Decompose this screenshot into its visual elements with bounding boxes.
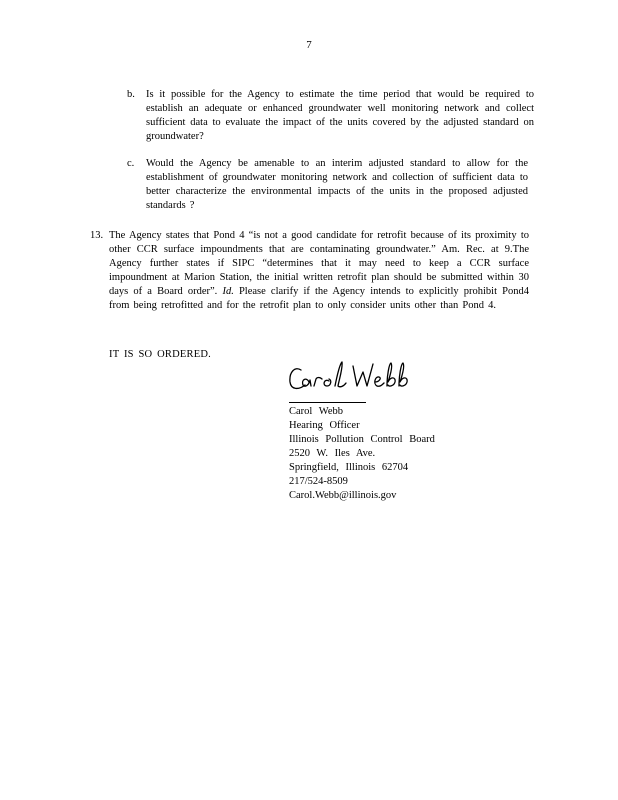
handwritten-signature [287, 358, 417, 398]
signer-email: Carol.Webb@illinois.gov [289, 490, 397, 501]
signature-line [289, 402, 366, 403]
signer-name: Carol Webb [289, 406, 343, 417]
closing-order: IT IS SO ORDERED. [109, 349, 211, 360]
item-marker: c. [127, 158, 135, 169]
item-text-part2: Please clarify if the Agency intends to explicitly prohibit Pond4 from being retrofitted and for the retrofit plan to only consider units other than Pond 4. [109, 286, 529, 311]
signer-organization: Illinois Pollution Control Board [289, 434, 435, 445]
signer-title: Hearing Officer [289, 420, 360, 431]
signature-block [289, 405, 435, 503]
item-text [109, 229, 529, 313]
signer-city: Springfield, Illinois 62704 [289, 462, 409, 473]
citation-id: Id. [222, 286, 234, 297]
item-text: Is it possible for the Agency to estimate the time period that would be required to establish an adequate or enhanced groundwater well monitoring network and collect sufficient data to evaluate the impact of the units covered by the adjusted standard on groundwater? [146, 89, 534, 142]
signer-phone: 217/524-8509 [289, 476, 348, 487]
item-text: Would the Agency be amenable to an interim adjusted standard to allow for the establishment of groundwater monitoring network and collection of sufficient data to better characterize the environmental impacts of the units in the proposed adjusted standards ? [146, 158, 528, 211]
item-marker: b. [127, 89, 135, 100]
signer-address: 2520 W. Iles Ave. [289, 448, 376, 459]
item-marker: 13. [90, 230, 104, 241]
item-text-part1: The Agency states that Pond 4 “is not a good candidate for retrofit because of its proximity to other CCR surface impoundments that are contaminating groundwater.” Am. Rec. at 9.The Agency further states if SIPC “determines that it may need to keep a CCR surface impoundment at Marion Station, the initial written retrofit plan should be submitted within 30 days of a Board order”. [109, 230, 529, 297]
page-number: 7 [306, 39, 312, 51]
